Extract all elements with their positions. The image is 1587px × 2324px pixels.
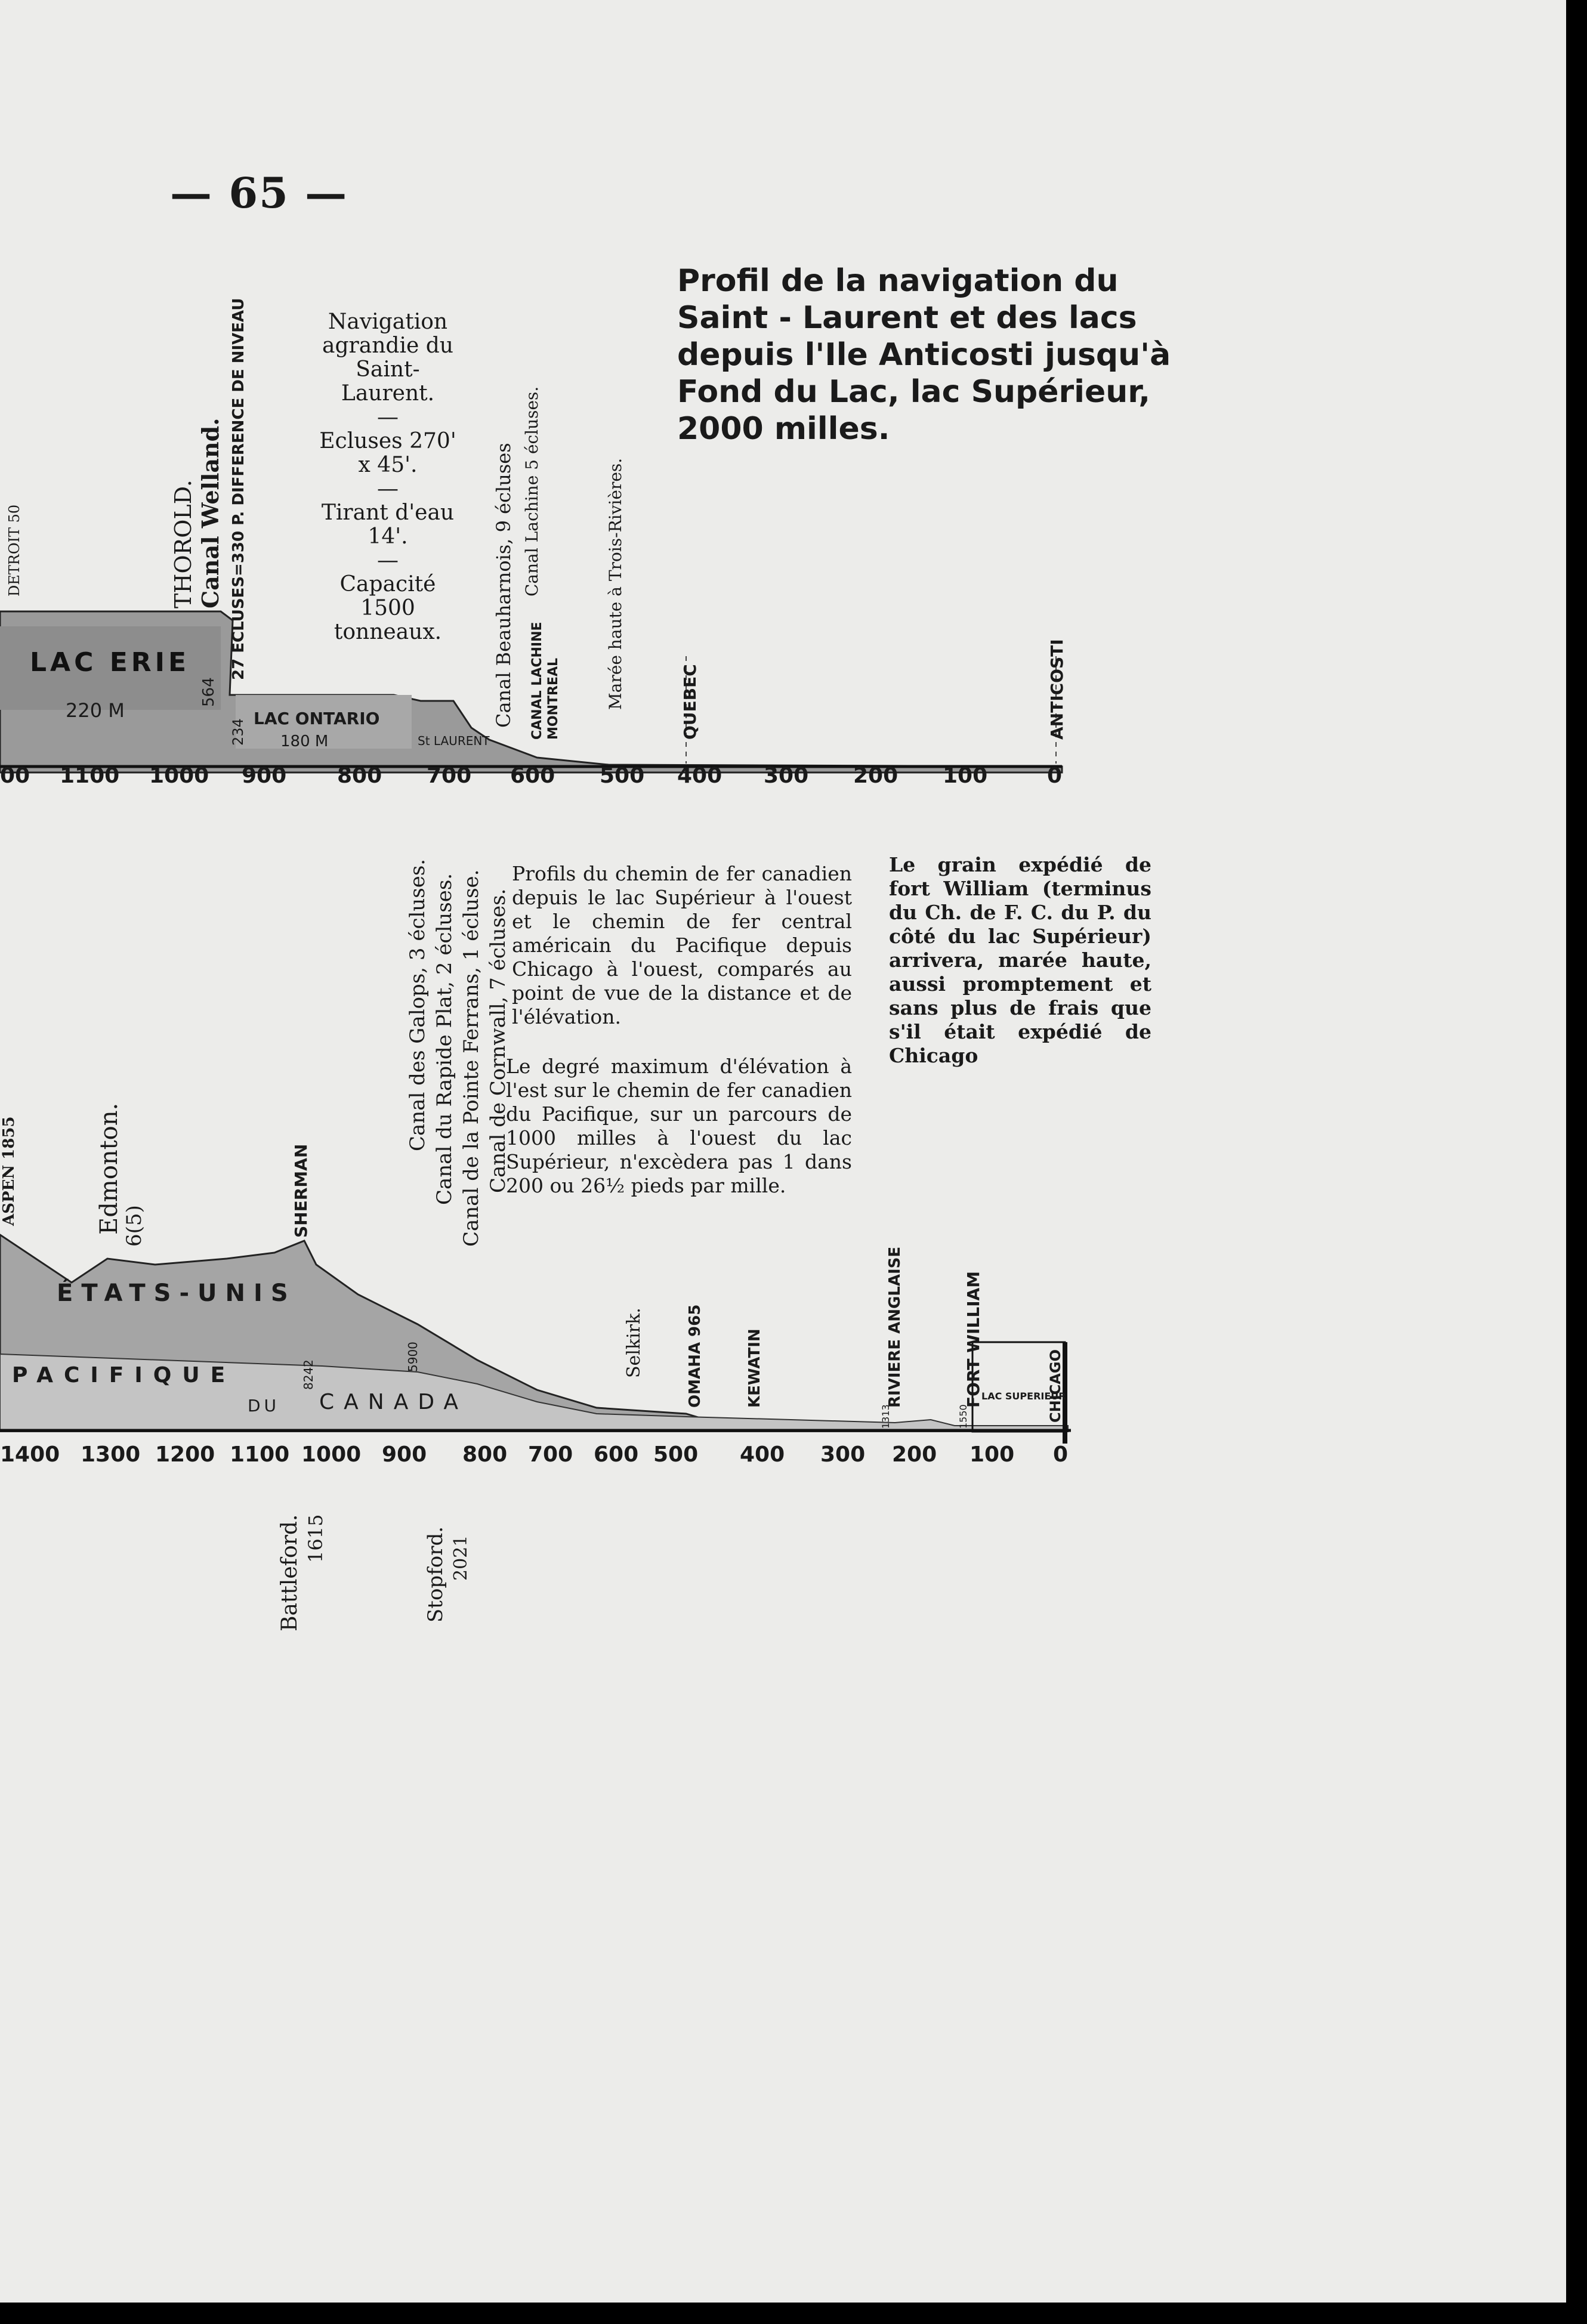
anticosti-label: ANTICOSTI — [1047, 639, 1067, 740]
nav-note-line3: Tirant d'eau 14'. — [321, 500, 455, 549]
elevation-1313: 1313 — [880, 1404, 891, 1429]
canal-cornwall: Canal de Cornwall, 7 écluses. — [486, 888, 510, 1193]
tick: 400 — [740, 1442, 785, 1467]
tick: 700 — [528, 1442, 573, 1467]
tick: 100 — [943, 764, 988, 788]
aspen-label: ASPEN 1855 — [0, 1116, 18, 1226]
para-profils: Profils du chemin de fer canadien depuis le lac Supérieur à l'ouest et le chemin de fer central américain du Pacifique depuis Chicago à l'ouest, comparés au point de vue de la distance et de l'élévation. — [512, 862, 852, 1028]
etats-unis-label: ÉTATS-UNIS — [57, 1280, 297, 1307]
tick: 100 — [970, 1442, 1015, 1467]
tick: 300 — [764, 764, 809, 788]
tick: 1300 — [81, 1442, 141, 1467]
tick: 00 — [0, 764, 30, 788]
pacifique-label: PACIFIQUE — [12, 1363, 236, 1387]
tick: 300 — [820, 1442, 866, 1467]
ecluses-label: 27 ECLUSES=330 P. DIFFERENCE DE NIVEAU — [230, 298, 248, 680]
elevation-1550: 1550 — [958, 1404, 969, 1429]
tick: 700 — [427, 764, 472, 788]
para-grain: Le grain expédié de fort William (terminus du Ch. de F. C. du P. du côté du lac Supérieur) arrivera, marée haute, aussi promptement et sans plus de frais que s'il était expédié de Chicago — [889, 853, 1151, 1067]
tick: 900 — [382, 1442, 427, 1467]
tick: 0 — [1047, 764, 1063, 788]
maree-haute-label: Marée haute à Trois-Rivières. — [606, 458, 625, 710]
page-number: — 65 — — [170, 168, 348, 218]
tick: 500 — [653, 1442, 699, 1467]
battleford-label: Battleford. — [277, 1514, 302, 1631]
tick: 1400 — [0, 1442, 60, 1467]
tick: 0 — [1053, 1442, 1069, 1467]
detroit-label: DETROIT 50 — [6, 504, 23, 597]
du-label: DU — [248, 1396, 280, 1416]
keewatin-label: KEWATIN — [746, 1328, 764, 1408]
divider: — — [377, 405, 399, 429]
canal-lachine-label: Canal Lachine 5 écluses. — [522, 386, 542, 597]
stopford-elevation: 2021 — [450, 1535, 471, 1581]
omaha-label: OMAHA 965 — [686, 1304, 704, 1408]
divider: — — [377, 548, 399, 573]
fort-william-label: FORT WILLIAM — [964, 1271, 983, 1408]
canal-welland-label: Canal Welland. — [197, 418, 224, 608]
ontario-length-label: 180 M — [280, 733, 329, 750]
divider: — — [377, 477, 399, 501]
canal-galops: Canal des Galops, 3 écluses. — [406, 858, 430, 1151]
nav-note-line1: Navigation agrandie du Saint-Laurent. — [322, 310, 453, 406]
elevation-234: 234 — [230, 718, 246, 746]
canal-pointe-ferrans: Canal de la Pointe Ferrans, 1 écluse. — [459, 869, 483, 1247]
profile-title: Profil de la navigation du Saint - Laurent et des lacs depuis l'Ile Anticosti jusqu'à Fond du Lac, lac Supérieur, 2000 milles. — [677, 263, 1171, 447]
tick: 800 — [462, 1442, 508, 1467]
canal-lachine-short: CANAL LACHINE — [530, 622, 545, 740]
tick: 400 — [677, 764, 723, 788]
nav-note-line4: Capacité 1500 tonneaux. — [334, 572, 442, 644]
tick: 600 — [510, 764, 555, 788]
lac-superieur-label: LAC SUPERIEUR — [981, 1390, 1066, 1402]
edmonton-elevation: 6(5) — [122, 1205, 146, 1247]
erie-length-label: 220 M — [66, 699, 125, 722]
elevation-8242: 8242 — [301, 1359, 316, 1390]
chicago-label: CHICAGO — [1047, 1349, 1064, 1423]
sherman-label: SHERMAN — [291, 1144, 311, 1238]
elevation-564: 564 — [200, 677, 218, 707]
tick: 1200 — [155, 1442, 215, 1467]
para-degre: Le degré maximum d'élévation à l'est sur le chemin de fer canadien du Pacifique, sur un parcours de 1000 milles à l'ouest du lac Supérieur, n'excèdera pas 1 dans 200 ou 26½ pieds par mille. — [506, 1055, 852, 1197]
riviere-anglaise-label: RIVIERE ANGLAISE — [886, 1246, 904, 1408]
canal-beauharnois-label: Canal Beauharnois, 9 écluses — [492, 443, 515, 728]
tick: 200 — [892, 1442, 937, 1467]
quebec-label: QUEBEC — [680, 664, 700, 740]
tick: 900 — [242, 764, 287, 788]
tick: 800 — [337, 764, 382, 788]
battleford-elevation: 1615 — [304, 1514, 327, 1563]
thorold-label: THOROLD. — [170, 480, 196, 608]
st-laurent-label: St LAURENT — [418, 734, 490, 748]
canada-label: CANADA — [319, 1390, 468, 1414]
tick: 200 — [853, 764, 899, 788]
edmonton-label: Edmonton. — [95, 1102, 123, 1235]
canal-rapide-plat: Canal du Rapide Plat, 2 écluses. — [433, 873, 456, 1205]
tick: 1000 — [149, 764, 209, 788]
tick: 1100 — [230, 1442, 290, 1467]
tick: 600 — [594, 1442, 639, 1467]
lac-ontario-label: LAC ONTARIO — [254, 709, 380, 728]
stopford-label: Stopford. — [424, 1526, 447, 1623]
nav-note-line2: Ecluses 270' x 45'. — [319, 429, 456, 477]
tick: 500 — [600, 764, 645, 788]
selkirk-label: Selkirk. — [623, 1308, 644, 1378]
tick: 1000 — [301, 1442, 362, 1467]
elevation-5900: 5900 — [406, 1342, 420, 1372]
tick: 1100 — [60, 764, 120, 788]
lac-erie-label: LAC ERIE — [30, 647, 190, 678]
montreal-label: MONTREAL — [546, 657, 561, 740]
